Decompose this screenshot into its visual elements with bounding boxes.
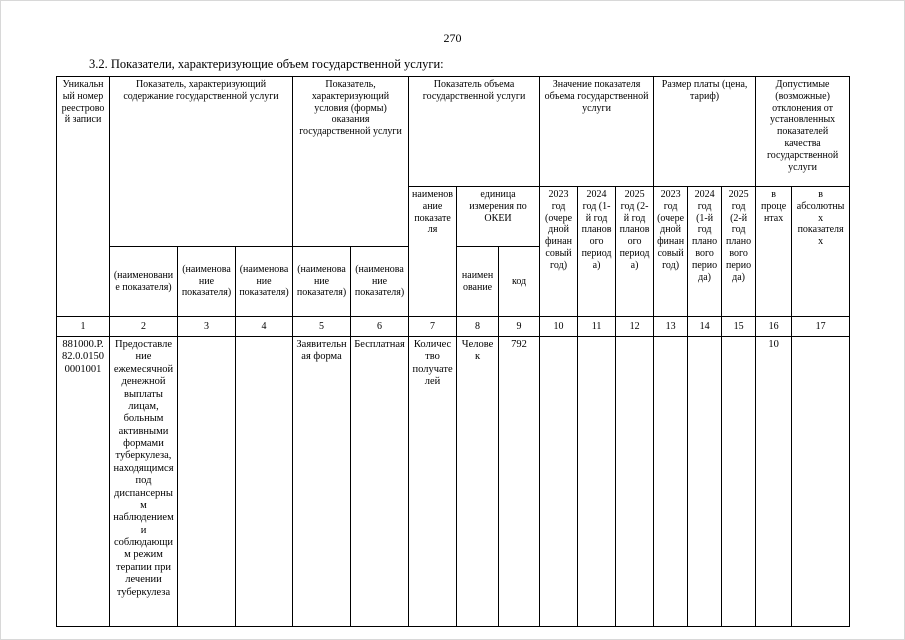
column-number: 5 xyxy=(293,317,351,337)
column-number: 17 xyxy=(792,317,850,337)
header-content-group: Показатель, характеризующий содержание государственной услуги xyxy=(110,77,293,247)
header-volume-group: Показатель объема государственной услуги xyxy=(409,77,540,187)
column-number: 12 xyxy=(616,317,654,337)
cell-price-2025 xyxy=(722,337,756,627)
cell-deviation-percent: 10 xyxy=(756,337,792,627)
header-deviation-group: Допустимые (возможные) отклонения от установленных показателей качества государственной услуги xyxy=(756,77,850,187)
cell-unit-name: Человек xyxy=(457,337,499,627)
column-number: 7 xyxy=(409,317,457,337)
header-content-indicator-1: (наименование показателя) xyxy=(110,247,178,317)
cell-unit-code: 792 xyxy=(499,337,540,627)
column-number: 3 xyxy=(178,317,236,337)
column-number: 11 xyxy=(578,317,616,337)
column-number: 2 xyxy=(110,317,178,337)
cell-service-content: Предоставление ежемесячной денежной выплаты лицам, больным активными формами туберкулеза, находящимся под диспансерным наблюдением и соблюдающим режим терапии при лечении туберкулеза xyxy=(110,337,178,627)
column-number: 9 xyxy=(499,317,540,337)
header-price-year-2023: 2023 год (очередной финансовый год) xyxy=(654,187,688,317)
header-conditions-indicator-1: (наименование показателя) xyxy=(293,247,351,317)
header-deviation-percent: в процентах xyxy=(756,187,792,317)
header-registry-number: Уникальный номер реестровой записи xyxy=(57,77,110,317)
column-number: 13 xyxy=(654,317,688,337)
header-okei-name: наименование xyxy=(457,247,499,317)
section-title: 3.2. Показатели, характеризующие объем государственной услуги: xyxy=(89,57,444,71)
header-content-indicator-2: (наименование показателя) xyxy=(178,247,236,317)
column-number: 4 xyxy=(236,317,293,337)
cell-condition-form: Заявительная форма xyxy=(293,337,351,627)
cell-condition-payment: Бесплатная xyxy=(351,337,409,627)
header-price-year-2025: 2025 год (2-й год планового периода) xyxy=(722,187,756,317)
header-payment-group: Размер платы (цена, тариф) xyxy=(654,77,756,187)
cell-value-2024 xyxy=(578,337,616,627)
cell-deviation-absolute xyxy=(792,337,850,627)
column-number: 15 xyxy=(722,317,756,337)
column-number: 10 xyxy=(540,317,578,337)
cell-content-indicator-2 xyxy=(178,337,236,627)
page-number: 270 xyxy=(443,31,462,45)
service-volume-table xyxy=(56,76,850,627)
header-price-year-2024: 2024 год (1-й год планового периода) xyxy=(688,187,722,317)
cell-price-2024 xyxy=(688,337,722,627)
header-conditions-group: Показатель, характеризующий условия (формы) оказания государственной услуги xyxy=(293,77,409,247)
cell-value-2025 xyxy=(616,337,654,627)
cell-content-indicator-3 xyxy=(236,337,293,627)
header-conditions-indicator-2: (наименование показателя) xyxy=(351,247,409,317)
header-value-group: Значение показателя объема государственной услуги xyxy=(540,77,654,187)
header-deviation-absolute: в абсолютных показателях xyxy=(792,187,850,317)
table-row xyxy=(57,337,850,627)
column-number: 1 xyxy=(57,317,110,337)
column-number: 16 xyxy=(756,317,792,337)
header-okei-unit: единица измерения по ОКЕИ xyxy=(457,187,540,247)
cell-value-2023 xyxy=(540,337,578,627)
cell-indicator-name: Количество получателей xyxy=(409,337,457,627)
column-number: 14 xyxy=(688,317,722,337)
header-okei-code: код xyxy=(499,247,540,317)
cell-price-2023 xyxy=(654,337,688,627)
header-value-year-2023: 2023 год (очередной финансовый год) xyxy=(540,187,578,317)
column-number: 6 xyxy=(351,317,409,337)
header-value-year-2025: 2025 год (2-й год планового периода) xyxy=(616,187,654,317)
header-value-year-2024: 2024 год (1-й год планового периода) xyxy=(578,187,616,317)
cell-registry-number: 881000.Р. 82.0.0150 0001001 xyxy=(57,337,110,627)
column-numbers-row xyxy=(57,317,850,337)
header-content-indicator-3: (наименование показателя) xyxy=(236,247,293,317)
header-indicator-name: наименование показателя xyxy=(409,187,457,317)
column-number: 8 xyxy=(457,317,499,337)
